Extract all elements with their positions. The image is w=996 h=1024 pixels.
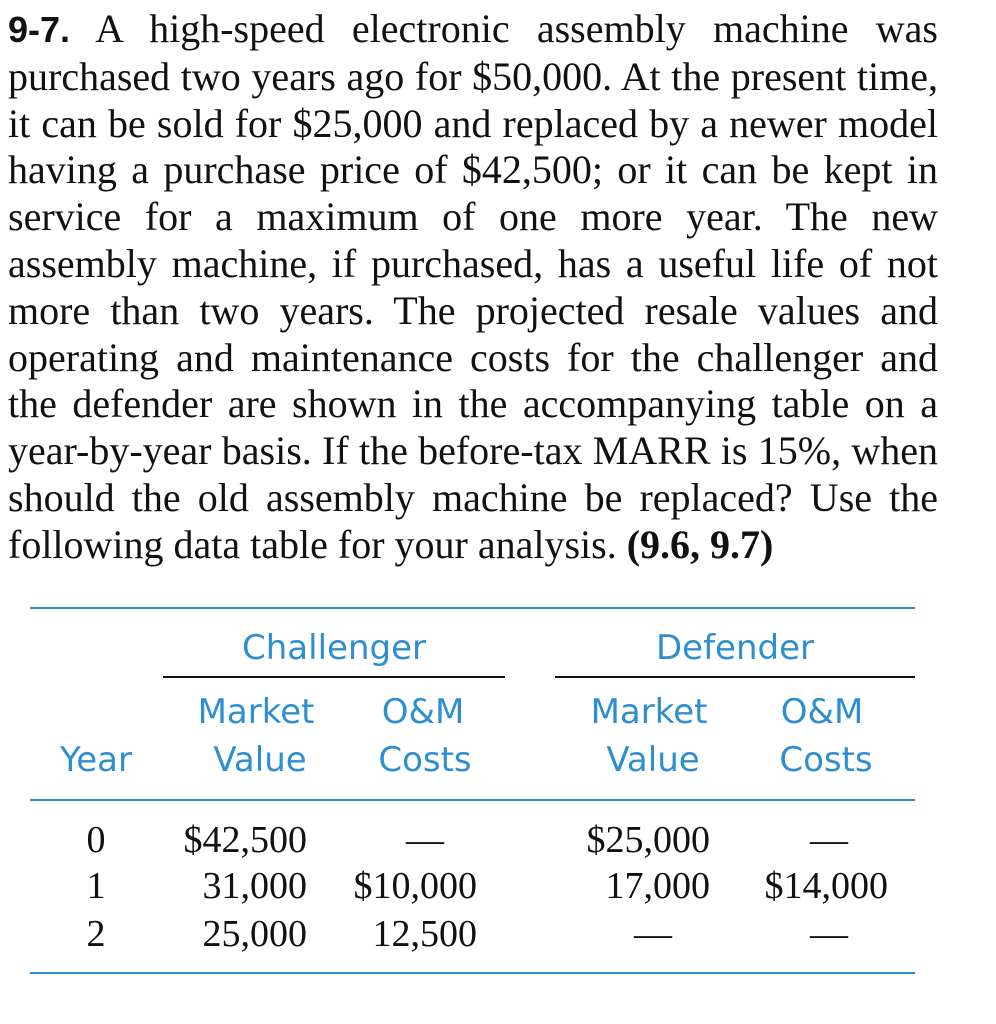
header-defender-om-2: Costs — [779, 740, 873, 780]
problem-text: A high-speed electronic assembly machine was purchased two years ago for $50,000. At the present time, it can be sold for $25,000 and replaced by a newer model having a purchase price of $42,500; or it can be kept in service for a maximum of one more year. The new assembly machine, if purchased, has a useful life of not more than two years. The projected resale values and operating and maintenance costs for the challenger and the defender are shown in the accompanying table on a year-by-year basis. If the before-tax MARR is 15%, when should the old assembly machine be replaced? Use the following data table for your analysis. — [8, 6, 938, 567]
defender-market-cell: — — [634, 913, 672, 955]
problem-statement — [8, 6, 938, 569]
year-cell: 2 — [86, 913, 106, 955]
year-cell: 0 — [86, 819, 106, 861]
group-header-challenger: Challenger — [242, 628, 426, 668]
challenger-om-cell: $10,000 — [353, 865, 477, 907]
defender-om-cell: — — [810, 913, 848, 955]
defender-market-cell: 17,000 — [605, 865, 710, 907]
challenger-om-cell: — — [406, 819, 444, 861]
defender-group-rule — [555, 676, 915, 678]
year-cell: 1 — [86, 865, 106, 907]
defender-om-cell: — — [810, 819, 848, 861]
table-bottom-rule — [30, 972, 915, 974]
group-header-defender: Defender — [655, 628, 815, 668]
section-references: (9.6, 9.7) — [626, 521, 774, 567]
header-challenger-om-1: O&M — [381, 692, 465, 732]
header-challenger-market-2: Value — [213, 740, 307, 780]
header-year: Year — [60, 740, 132, 780]
challenger-market-cell: $42,500 — [183, 819, 307, 861]
header-defender-om-1: O&M — [780, 692, 864, 732]
header-challenger-om-2: Costs — [378, 740, 472, 780]
header-defender-market-1: Market — [590, 692, 708, 732]
header-defender-market-2: Value — [606, 740, 700, 780]
defender-market-cell: $25,000 — [586, 819, 710, 861]
defender-om-cell: $14,000 — [764, 865, 888, 907]
header-bottom-rule — [30, 799, 915, 801]
challenger-market-cell: 25,000 — [202, 913, 307, 955]
header-challenger-market-1: Market — [197, 692, 315, 732]
challenger-market-cell: 31,000 — [202, 865, 307, 907]
problem-number: 9-7. — [8, 9, 71, 50]
table-top-rule — [30, 607, 915, 609]
challenger-om-cell: 12,500 — [372, 913, 477, 955]
challenger-group-rule — [163, 676, 505, 678]
